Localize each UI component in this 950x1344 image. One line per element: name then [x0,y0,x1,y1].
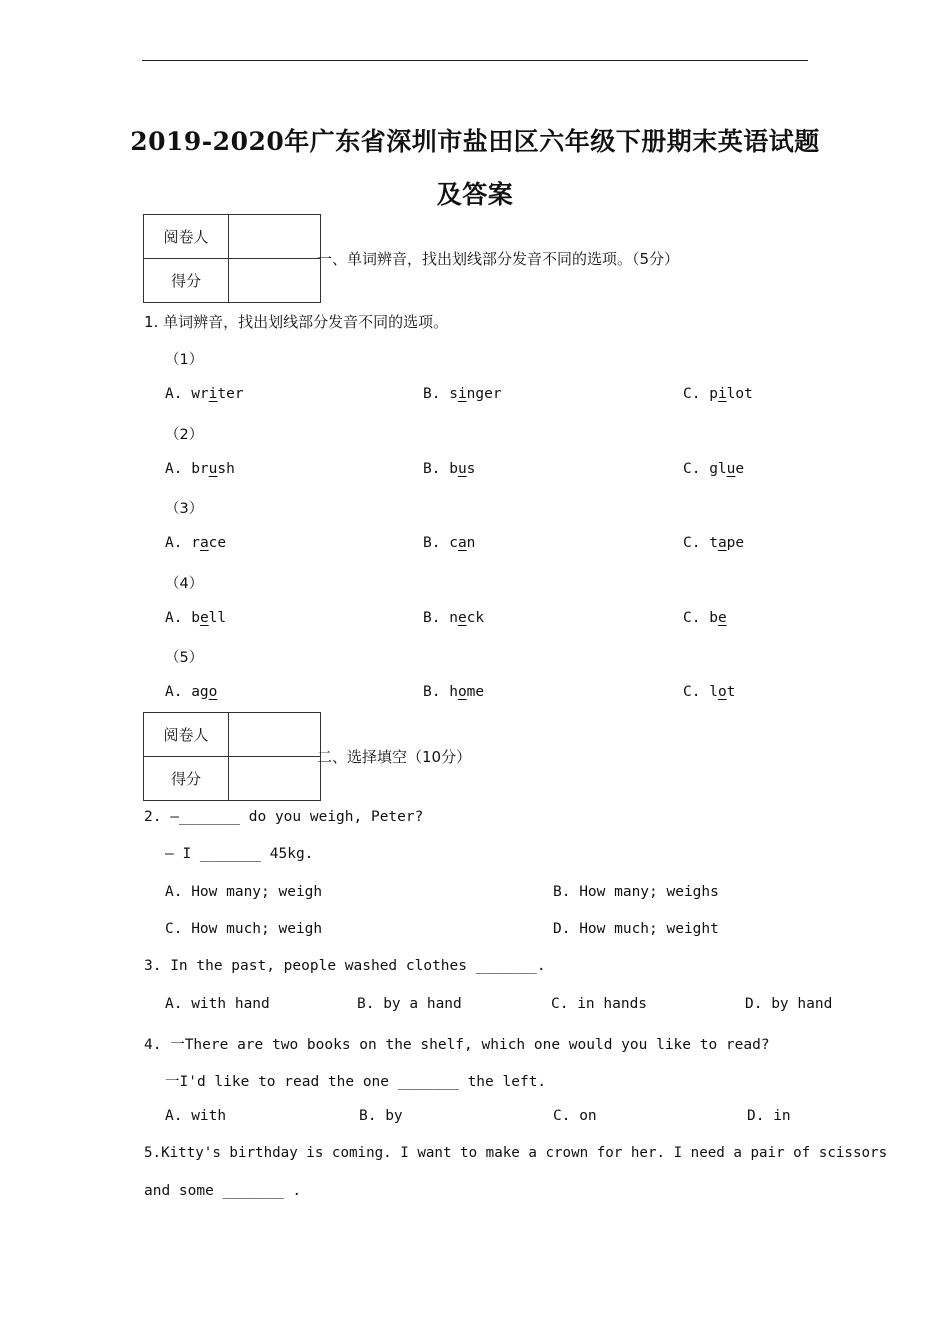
word-prefix: n [449,609,458,626]
q3-option-d: D. by hand [745,996,833,1012]
q3-stem: 3. In the past, people washed clothes _______. [144,958,546,974]
option-label: C. [683,386,701,402]
word-prefix: b [449,460,458,477]
underlined-letters: a [199,535,209,551]
score-cell [229,259,321,303]
group-number: （5） [165,650,204,666]
word-suffix: t [726,684,736,700]
word-prefix: p [709,386,718,402]
option-label: A. [165,386,183,402]
option-b [423,610,484,626]
word-suffix: ter [217,386,244,402]
option-label: A. [165,535,183,551]
word-suffix: e [735,460,745,477]
option-label: B. [423,609,441,626]
score-table-1 [143,214,321,303]
q4-stem-2: 一I'd like to read the one _______ the left. [165,1074,547,1090]
underlined-letters: a [457,535,467,551]
underlined-letters: e [199,609,209,626]
q3-option-a: A. with hand [165,996,270,1012]
word-suffix: lot [726,386,753,402]
word-prefix: l [709,684,718,700]
q2-option-c: C. How much; weigh [165,921,323,937]
q2-stem-2: — I _______ 45kg. [165,846,314,862]
page-title-line2: 及答案 [436,180,514,209]
option-label: B. [423,535,441,551]
option-b [423,386,502,402]
option-a [165,610,226,626]
word-prefix: wr [191,386,209,402]
score-label: 得分 [144,259,229,303]
q2-option-a: A. How many; weigh [165,884,323,900]
score-cell [229,757,321,801]
option-label: A. [165,684,183,700]
word-prefix: gl [709,460,727,477]
q5-stem-2: and some _______ . [144,1183,302,1199]
option-a [165,684,217,700]
word-prefix: t [709,535,718,551]
underlined-letters: a [717,535,727,551]
underlined-letters: o [457,684,467,700]
option-c [683,461,744,477]
score-label: 得分 [144,757,229,801]
word-suffix: n [466,535,476,551]
option-c [683,610,727,626]
word-suffix: ck [466,609,485,626]
q5-stem: 5.Kitty's birthday is coming. I want to make a crown for her. I need a pair of scissors [144,1145,888,1161]
q2-option-d: D. How much; weight [553,921,719,937]
word-suffix: sh [217,460,235,477]
group-number: （4） [165,575,204,592]
q2-stem: 2. —_______ do you weigh, Peter? [144,809,424,825]
word-suffix: ll [208,609,227,626]
word-suffix: s [466,460,476,477]
word-prefix: s [449,386,458,402]
word-prefix: ag [191,684,209,700]
reviewer-label: 阅卷人 [144,215,229,259]
score-table-2 [143,712,321,801]
option-label: A. [165,460,183,477]
underlined-letters: i [208,386,218,402]
word-prefix: b [191,609,200,626]
section1-heading: 一、单词辨音，找出划线部分发音不同的选项。（5分） [317,250,680,268]
word-suffix: me [466,684,485,700]
underlined-letters: e [717,609,727,626]
reviewer-cell [229,215,321,259]
question-text: 单词辨音，找出划线部分发音不同的选项。 [163,313,449,331]
option-c [683,684,735,700]
option-b [423,535,475,551]
reviewer-cell [229,713,321,757]
header-rule [142,60,808,61]
option-a [165,535,226,551]
underlined-letters: o [717,684,727,700]
q3-option-c: C. in hands [551,996,648,1012]
underlined-letters: o [208,684,218,700]
underlined-letters: i [457,386,467,402]
option-c [683,386,753,402]
group-number: （2） [165,426,204,443]
reviewer-label: 阅卷人 [144,713,229,757]
word-prefix: r [191,535,200,551]
word-suffix: ce [208,535,227,551]
q4-option-a: A. with [165,1108,227,1124]
word-suffix: pe [726,535,745,551]
question-number: 1. [144,313,159,331]
word-prefix: b [709,609,718,626]
q4-option-d: D. in [747,1108,791,1124]
word-prefix: c [449,535,458,551]
underlined-letters: i [717,386,727,402]
option-a [165,461,235,477]
group-number: （3） [165,501,204,517]
q4-option-b: B. by [359,1108,403,1124]
option-b [423,684,484,700]
q3-option-b: B. by a hand [357,996,462,1012]
q4-stem: 4. 一There are two books on the shelf, which one would you like to read? [144,1037,770,1053]
option-label: B. [423,684,441,700]
page-title: 2019-2020年广东省深圳市盐田区六年级下册期末英语试题 [130,127,820,156]
word-prefix: h [449,684,458,700]
option-label: B. [423,460,441,477]
group-number: （1） [165,352,204,368]
option-label: B. [423,386,441,402]
q4-option-c: C. on [553,1108,597,1124]
question-1 [144,311,448,332]
option-label: C. [683,609,701,626]
underlined-letters: e [457,609,467,626]
word-suffix: nger [466,386,502,402]
option-c [683,535,744,551]
underlined-letters: u [457,460,467,477]
option-label: C. [683,684,701,700]
underlined-letters: u [208,460,218,477]
option-label: A. [165,609,183,626]
word-prefix: br [191,460,209,477]
section2-heading: 二、选择填空（10分） [317,748,472,766]
underlined-letters: u [726,460,736,477]
option-a [165,386,244,402]
q2-option-b: B. How many; weighs [553,884,719,900]
option-b [423,461,475,477]
option-label: C. [683,535,701,551]
option-label: C. [683,460,701,477]
